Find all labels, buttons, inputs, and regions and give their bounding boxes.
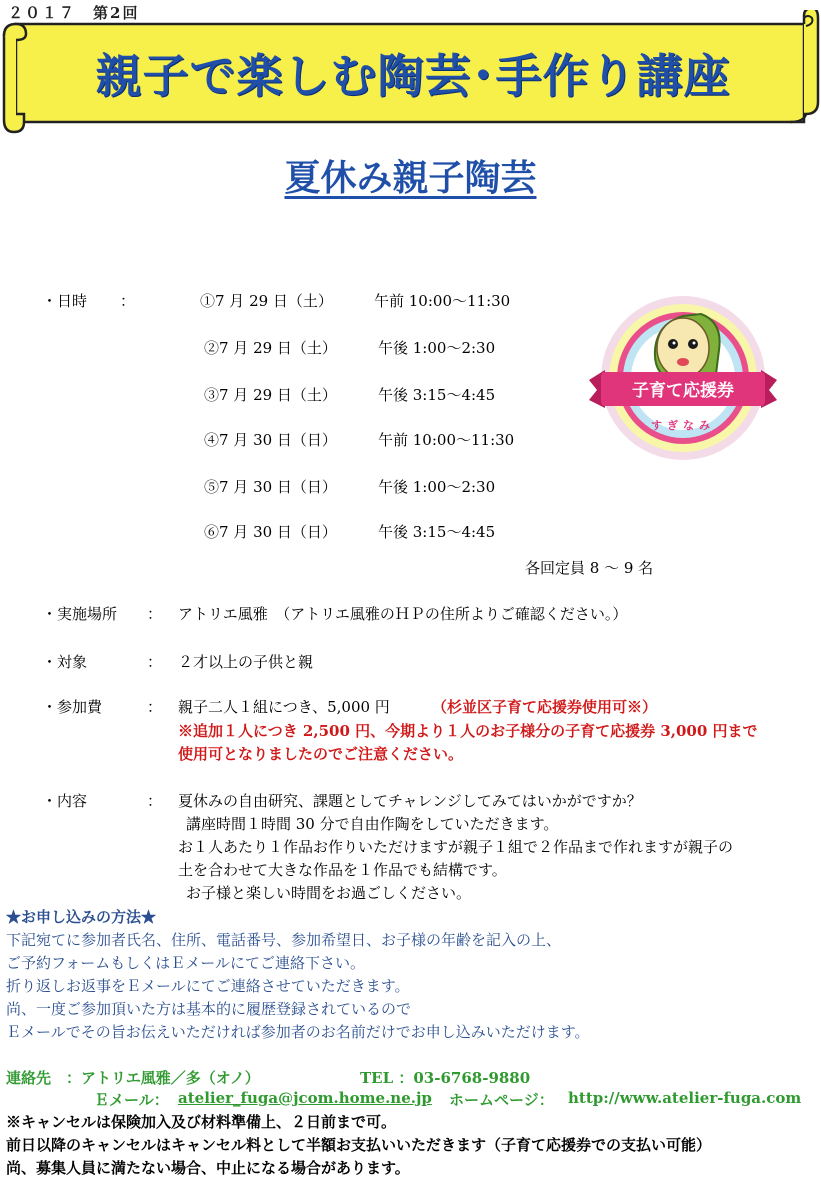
schedule-colon: ：	[120, 292, 136, 310]
schedule-time-5: 午後 1:00～2:30	[378, 478, 496, 496]
schedule-date-1: ①7 月 29 日（土）	[200, 292, 333, 310]
schedule-time-2: 午後 1:00～2:30	[378, 339, 496, 357]
contact-email-link[interactable]: atelier_fuga@jcom.home.ne.jp	[178, 1089, 432, 1107]
fee-value: 親子二人１組につき、5,000 円	[178, 698, 390, 716]
target-label: ・対象	[42, 653, 88, 671]
subtitle	[0, 150, 821, 201]
application-line-4: 尚、一度ご参加頂いた方は基本的に履歴登録されているので	[6, 1000, 412, 1018]
schedule-time-1: 午前 10:00～11:30	[374, 292, 511, 310]
contact-label: 連絡先 ：アトリエ風雅／多（オノ）	[6, 1069, 260, 1087]
schedule-label: ・日時	[42, 292, 88, 310]
target-colon: ：	[147, 653, 163, 671]
target-value: ２才以上の子供と親	[178, 653, 314, 671]
application-line-2: ご予約フォームもしくはＥメールにてご連絡下さい。	[6, 954, 365, 972]
content-line-4: 土を合わせて大きな作品を１作品でも結構です。	[178, 861, 507, 879]
content-colon: ：	[147, 792, 163, 810]
banner-title: 親子で楽しむ陶芸･手作り講座	[95, 49, 731, 103]
fee-extra-line-2: 使用可となりましたのでご注意ください。	[178, 745, 464, 763]
fee-colon: ：	[147, 698, 163, 716]
homepage-label: ホームページ：	[449, 1091, 554, 1109]
application-line-5: Ｅメールでその旨お伝えいただければ参加者のお名前だけでお申し込みいただけます。	[6, 1023, 590, 1041]
year-label: ２０１７ 第2回	[8, 4, 140, 22]
logo-label: 子育て応援券	[632, 381, 734, 401]
capacity-note: 各回定員 8 ～ 9 名	[525, 559, 654, 577]
venue-value: アトリエ風雅 （アトリエ風雅のＨＰの住所よりご確認ください。）	[178, 605, 628, 623]
schedule-time-4: 午前 10:00～11:30	[378, 431, 515, 449]
cancel-line-3: 尚、募集人員に満たない場合、中止になる場合があります。	[6, 1159, 410, 1177]
contact-email-label: Ｅメール：	[94, 1091, 169, 1109]
application-line-1: 下記宛てに参加者氏名、住所、電話番号、参加希望日、お子様の年齢を記入の上、	[6, 931, 562, 949]
schedule-date-2: ②7 月 29 日（土）	[204, 339, 337, 357]
logo-sub-label: すぎなみ	[651, 419, 715, 432]
application-line-3: 折り返しお返事をＥメールにてご連絡させていただきます。	[6, 977, 410, 995]
schedule-date-5: ⑤7 月 30 日（日）	[204, 478, 337, 496]
venue-colon: ：	[147, 605, 163, 623]
schedule-date-3: ③7 月 29 日（土）	[204, 386, 337, 404]
cancel-line-1: ※キャンセルは保険加入及び材料準備上、２日前まで可。	[6, 1113, 397, 1131]
subtitle-text: 夏休み親子陶芸	[284, 158, 537, 199]
schedule-time-6: 午後 3:15～4:45	[378, 523, 496, 541]
content-line-1: 夏休みの自由研究、課題としてチャレンジしてみてはいかがですか？	[178, 792, 642, 810]
fee-extra-line-1: ※追加１人につき 2,500 円、今期より１人のお子様分の子育て応援券 3,000 円まで	[178, 722, 758, 740]
content-line-2: 講座時間１時間 30 分で自由作陶をしていただきます。	[186, 815, 559, 833]
fee-label: ・参加費	[42, 698, 103, 716]
schedule-time-3: 午後 3:15～4:45	[378, 386, 496, 404]
schedule-date-4: ④7 月 30 日（日）	[204, 431, 337, 449]
cancel-line-2: 前日以降のキャンセルはキャンセル料として半額お支払いいただきます（子育て応援券での支払い可能）	[6, 1136, 712, 1154]
venue-label: ・実施場所	[42, 605, 118, 623]
content-label: ・内容	[42, 792, 88, 810]
content-line-3: お１人あたり１作品お作りいただけますが親子１組で２作品まで作れますが親子の	[178, 838, 734, 856]
contact-tel[interactable]: TEL ：03-6768-9880	[360, 1069, 531, 1087]
content-line-5: お子様と楽しい時間をお過ごしください。	[186, 884, 472, 902]
fee-note: （杉並区子育て応援券使用可※）	[432, 698, 658, 716]
application-heading: ★お申し込みの方法★	[6, 908, 157, 926]
homepage-link[interactable]: http://www.atelier-fuga.com	[568, 1089, 802, 1107]
schedule-date-6: ⑥7 月 30 日（日）	[204, 523, 337, 541]
kosodate-ticket-logo	[583, 292, 783, 467]
